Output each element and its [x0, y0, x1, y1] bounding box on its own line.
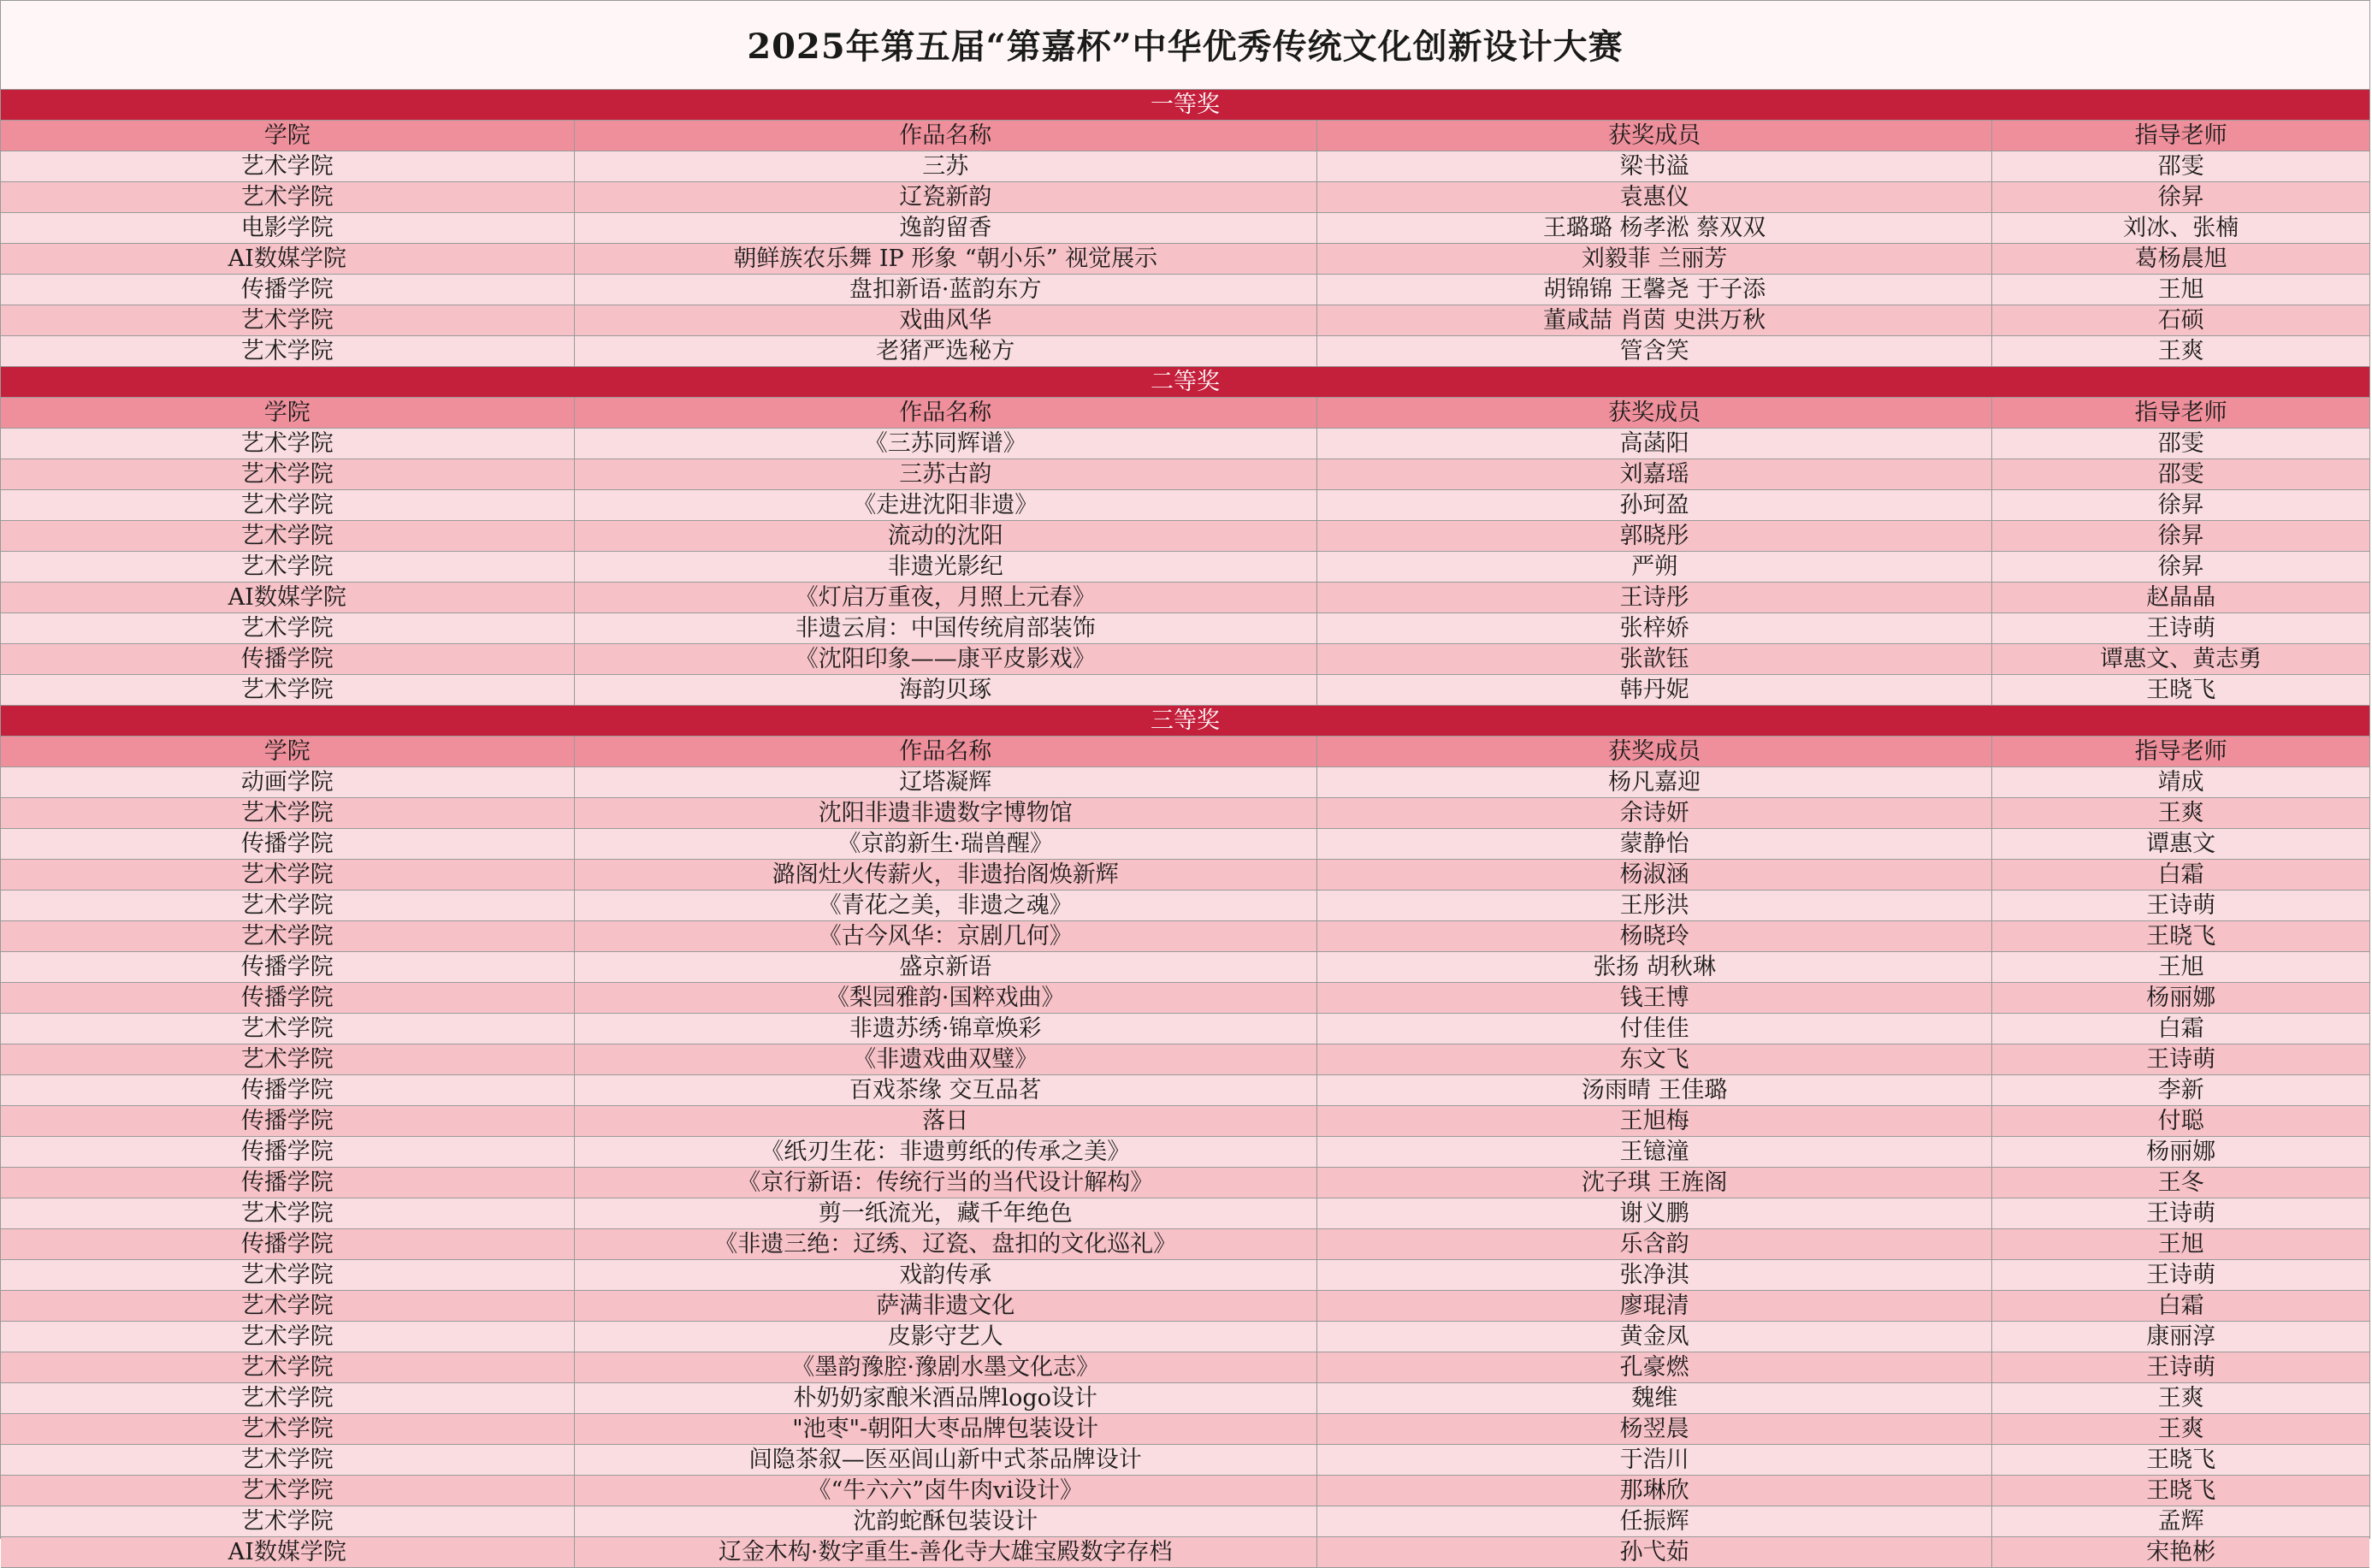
college-cell: 传播学院	[1, 1137, 575, 1167]
members-cell: 高菡阳	[1317, 429, 1992, 459]
work-title-cell: 萨满非遗文化	[575, 1291, 1317, 1321]
college-cell: 艺术学院	[1, 151, 575, 181]
members-cell: 那琳欣	[1317, 1476, 1992, 1506]
work-title-cell: 朝鲜族农乐舞 IP 形象 “朝小乐” 视觉展示	[575, 244, 1317, 274]
table-row	[1, 1383, 2369, 1414]
work-title-cell: 盛京新语	[575, 952, 1317, 982]
table-row	[1, 1291, 2369, 1322]
work-title-cell: 《京韵新生·瑞兽醒》	[575, 829, 1317, 859]
college-cell: 艺术学院	[1, 1291, 575, 1321]
work-title-cell: 三苏古韵	[575, 459, 1317, 489]
members-cell: 王旭梅	[1317, 1106, 1992, 1136]
members-cell: 孙弋茹	[1317, 1537, 1992, 1567]
college-cell: 艺术学院	[1, 613, 575, 643]
advisor-cell: 王爽	[2157, 338, 2204, 364]
members-cell: 严朔	[1317, 552, 1992, 582]
table-row	[1, 182, 2369, 213]
work-title-cell: 《沈阳印象——康平皮影戏》	[575, 644, 1317, 674]
work-title-cell: 《纸刃生花：非遗剪纸的传承之美》	[575, 1137, 1317, 1167]
table-row	[1, 1260, 2369, 1291]
college-cell: 电影学院	[1, 213, 575, 243]
work-title-cell: 闾隐茶叙—医巫闾山新中式茶品牌设计	[575, 1445, 1317, 1475]
column-header-college: 学院	[1, 121, 575, 151]
table-row	[1, 921, 2369, 952]
college-cell: 传播学院	[1, 829, 575, 859]
work-title-cell: 非遗苏绣·锦章焕彩	[575, 1014, 1317, 1044]
table-row	[1, 459, 2369, 490]
table-row	[1, 1414, 2369, 1445]
column-header-work-title: 作品名称	[575, 737, 1317, 766]
table-row	[1, 336, 2369, 367]
members-cell: 张扬 胡秋琳	[1317, 952, 1992, 982]
members-cell: 孙珂盈	[1317, 490, 1992, 520]
members-cell: 魏维	[1317, 1383, 1992, 1413]
advisor-cell: 王诗萌	[2146, 1354, 2216, 1381]
members-cell: 蒙静怡	[1317, 829, 1992, 859]
college-cell: 艺术学院	[1, 459, 575, 489]
work-title-cell: 落日	[575, 1106, 1317, 1136]
college-cell: 艺术学院	[1, 429, 575, 459]
advisor-cell: 王诗萌	[2146, 892, 2216, 919]
members-cell: 张净淇	[1317, 1260, 1992, 1290]
work-title-cell: 《非遗戏曲双璧》	[575, 1044, 1317, 1074]
members-cell: 王镱潼	[1317, 1137, 1992, 1167]
members-cell: 谢义鹏	[1317, 1198, 1992, 1228]
advisor-cell: 王诗萌	[2146, 1200, 2216, 1227]
members-cell: 于浩川	[1317, 1445, 1992, 1475]
table-row	[1, 860, 2369, 891]
college-cell: 传播学院	[1, 983, 575, 1013]
column-header-advisor: 指导老师	[2134, 399, 2227, 426]
table-row	[1, 1229, 2369, 1260]
college-cell: AI数媒学院	[1, 583, 575, 612]
table-row	[1, 675, 2369, 706]
award-tier-banner: 三等奖	[1, 706, 2369, 737]
table-row	[1, 1044, 2369, 1075]
table-row	[1, 151, 2369, 182]
column-header-work-title: 作品名称	[575, 398, 1317, 428]
members-cell: 任振辉	[1317, 1506, 1992, 1536]
table-row	[1, 983, 2369, 1014]
table-row	[1, 613, 2369, 644]
advisor-cell: 葛杨晨旭	[2134, 246, 2227, 272]
college-cell: 艺术学院	[1, 490, 575, 520]
table-row	[1, 429, 2369, 459]
advisor-cell: 邵雯	[2157, 153, 2204, 180]
college-cell: 艺术学院	[1, 552, 575, 582]
members-cell: 梁书溢	[1317, 151, 1992, 181]
advisor-cell: 徐昇	[2157, 553, 2204, 580]
advisor-cell: 孟辉	[2157, 1508, 2204, 1535]
college-cell: 艺术学院	[1, 1044, 575, 1074]
work-title-cell: 非遗云肩：中国传统肩部装饰	[575, 613, 1317, 643]
advisor-cell: 徐昇	[2157, 492, 2204, 518]
table-row	[1, 1506, 2369, 1537]
members-cell: 杨淑涵	[1317, 860, 1992, 890]
college-cell: 艺术学院	[1, 1260, 575, 1290]
college-cell: 艺术学院	[1, 1198, 575, 1228]
column-header-college: 学院	[1, 398, 575, 428]
table-row	[1, 952, 2369, 983]
work-title-cell: 盘扣新语·蓝韵东方	[575, 275, 1317, 305]
members-cell: 胡锦锦 王馨尧 于子添	[1317, 275, 1992, 305]
members-cell: 钱王博	[1317, 983, 1992, 1013]
advisor-cell: 付聪	[2157, 1108, 2204, 1134]
table-row	[1, 275, 2369, 305]
table-row	[1, 767, 2369, 798]
college-cell: 传播学院	[1, 1075, 575, 1105]
table-row	[1, 891, 2369, 921]
members-cell: 付佳佳	[1317, 1014, 1992, 1044]
table-row	[1, 1014, 2369, 1044]
advisor-cell: 杨丽娜	[2146, 985, 2216, 1011]
page-title: 2025年第五届“第嘉杯”中华优秀传统文化创新设计大赛	[1, 0, 2369, 90]
awards-table	[1, 90, 2369, 1568]
table-row	[1, 1352, 2369, 1383]
members-cell: 东文飞	[1317, 1044, 1992, 1074]
work-title-cell: "池枣"-朝阳大枣品牌包装设计	[575, 1414, 1317, 1444]
advisor-cell: 王晓飞	[2146, 1477, 2216, 1504]
college-cell: 动画学院	[1, 767, 575, 797]
advisor-cell: 王爽	[2157, 1385, 2204, 1411]
work-title-cell: 老猪严选秘方	[575, 336, 1317, 366]
table-row	[1, 521, 2369, 552]
advisor-cell: 康丽淳	[2146, 1323, 2216, 1350]
table-row	[1, 305, 2369, 336]
college-cell: 艺术学院	[1, 182, 575, 212]
work-title-cell: 海韵贝琢	[575, 675, 1317, 705]
college-cell: 艺术学院	[1, 675, 575, 705]
work-title-cell: 潞阁灶火传薪火，非遗抬阁焕新辉	[575, 860, 1317, 890]
college-cell: 艺术学院	[1, 521, 575, 551]
work-title-cell: 《古今风华：京剧几何》	[575, 921, 1317, 951]
advisor-cell: 邵雯	[2157, 461, 2204, 488]
work-title-cell: 沈韵蛇酥包装设计	[575, 1506, 1317, 1536]
college-cell: 艺术学院	[1, 1383, 575, 1413]
column-header-advisor: 指导老师	[2134, 122, 2227, 149]
advisor-cell: 宋艳彬	[2146, 1539, 2216, 1565]
work-title-cell: 《走进沈阳非遗》	[575, 490, 1317, 520]
college-cell: 艺术学院	[1, 305, 575, 335]
advisor-cell: 白霜	[2157, 1293, 2204, 1319]
members-cell: 汤雨晴 王佳璐	[1317, 1075, 1992, 1105]
advisor-cell: 李新	[2157, 1077, 2204, 1104]
column-header-work-title: 作品名称	[575, 121, 1317, 151]
table-row	[1, 1137, 2369, 1168]
members-cell: 刘毅菲 兰丽芳	[1317, 244, 1992, 274]
work-title-cell: 辽塔凝辉	[575, 767, 1317, 797]
table-row	[1, 1445, 2369, 1476]
table-row	[1, 490, 2369, 521]
work-title-cell: 皮影守艺人	[575, 1322, 1317, 1352]
table-header-row	[1, 398, 2369, 429]
work-title-cell: 辽金木构·数字重生-善化寺大雄宝殿数字存档	[575, 1537, 1317, 1567]
college-cell: 传播学院	[1, 275, 575, 305]
column-header-advisor: 指导老师	[2134, 738, 2227, 765]
college-cell: 艺术学院	[1, 891, 575, 920]
table-header-row	[1, 737, 2369, 767]
advisor-cell: 王诗萌	[2146, 615, 2216, 642]
table-row	[1, 644, 2369, 675]
advisor-cell: 王晓飞	[2146, 923, 2216, 950]
table-row	[1, 583, 2369, 613]
table-row	[1, 1168, 2369, 1198]
college-cell: 艺术学院	[1, 1322, 575, 1352]
college-cell: 艺术学院	[1, 860, 575, 890]
work-title-cell: 辽瓷新韵	[575, 182, 1317, 212]
advisor-cell: 徐昇	[2157, 184, 2204, 210]
advisor-cell: 谭惠文、黄志勇	[2100, 646, 2263, 672]
column-header-members: 获奖成员	[1317, 398, 1992, 428]
college-cell: 艺术学院	[1, 336, 575, 366]
work-title-cell: 《“牛六六”卤牛肉vi设计》	[575, 1476, 1317, 1506]
advisor-cell: 徐昇	[2157, 523, 2204, 549]
members-cell: 王彤洪	[1317, 891, 1992, 920]
advisor-cell: 石硕	[2157, 307, 2204, 334]
award-tier-banner: 一等奖	[1, 90, 2369, 121]
college-cell: 传播学院	[1, 952, 575, 982]
work-title-cell: 剪一纸流光，藏千年绝色	[575, 1198, 1317, 1228]
work-title-cell: 朴奶奶家酿米酒品牌logo设计	[575, 1383, 1317, 1413]
table-row	[1, 1075, 2369, 1106]
members-cell: 孔豪燃	[1317, 1352, 1992, 1382]
work-title-cell: 戏韵传承	[575, 1260, 1317, 1290]
table-row	[1, 1198, 2369, 1229]
advisor-cell: 刘冰、张楠	[2123, 215, 2239, 241]
work-title-cell: 戏曲风华	[575, 305, 1317, 335]
advisor-cell: 王爽	[2157, 1416, 2204, 1442]
college-cell: 传播学院	[1, 1106, 575, 1136]
work-title-cell: 非遗光影纪	[575, 552, 1317, 582]
college-cell: 传播学院	[1, 1168, 575, 1198]
advisor-cell: 杨丽娜	[2146, 1139, 2216, 1165]
table-row	[1, 1322, 2369, 1352]
advisor-cell: 靖成	[2157, 769, 2204, 796]
members-cell: 王诗彤	[1317, 583, 1992, 612]
members-cell: 黄金凤	[1317, 1322, 1992, 1352]
college-cell: 艺术学院	[1, 1352, 575, 1382]
members-cell: 余诗妍	[1317, 798, 1992, 828]
table-row	[1, 213, 2369, 244]
members-cell: 韩丹妮	[1317, 675, 1992, 705]
members-cell: 刘嘉瑶	[1317, 459, 1992, 489]
members-cell: 乐含韵	[1317, 1229, 1992, 1259]
table-header-row	[1, 121, 2369, 151]
work-title-cell: 百戏茶缘 交互品茗	[575, 1075, 1317, 1105]
table-row	[1, 829, 2369, 860]
work-title-cell: 流动的沈阳	[575, 521, 1317, 551]
college-cell: 传播学院	[1, 1229, 575, 1259]
college-cell: 艺术学院	[1, 1414, 575, 1444]
advisor-cell: 王晓飞	[2146, 677, 2216, 703]
members-cell: 王璐璐 杨孝淞 蔡双双	[1317, 213, 1992, 243]
advisor-cell: 王晓飞	[2146, 1447, 2216, 1473]
table-row	[1, 1537, 2369, 1568]
work-title-cell: 沈阳非遗非遗数字博物馆	[575, 798, 1317, 828]
advisor-cell: 王旭	[2157, 276, 2204, 303]
table-row	[1, 1476, 2369, 1506]
advisor-cell: 邵雯	[2157, 430, 2204, 457]
advisor-cell: 王旭	[2157, 954, 2204, 980]
work-title-cell: 《梨园雅韵·国粹戏曲》	[575, 983, 1317, 1013]
advisor-cell: 王诗萌	[2146, 1046, 2216, 1073]
advisor-cell: 王旭	[2157, 1231, 2204, 1257]
members-cell: 张梓娇	[1317, 613, 1992, 643]
members-cell: 杨凡嘉迎	[1317, 767, 1992, 797]
table-row	[1, 552, 2369, 583]
members-cell: 沈子琪 王旌阁	[1317, 1168, 1992, 1198]
college-cell: 艺术学院	[1, 921, 575, 951]
members-cell: 管含笑	[1317, 336, 1992, 366]
work-title-cell: 《非遗三绝：辽绣、辽瓷、盘扣的文化巡礼》	[575, 1229, 1317, 1259]
advisor-cell: 王诗萌	[2146, 1262, 2216, 1288]
members-cell: 袁惠仪	[1317, 182, 1992, 212]
college-cell: 艺术学院	[1, 1445, 575, 1475]
members-cell: 董咸喆 肖茵 史洪万秋	[1317, 305, 1992, 335]
column-header-members: 获奖成员	[1317, 121, 1992, 151]
award-tier-banner: 二等奖	[1, 367, 2369, 398]
advisor-cell: 赵晶晶	[2146, 584, 2216, 611]
advisor-cell: 白霜	[2157, 1015, 2204, 1042]
members-cell: 廖琨清	[1317, 1291, 1992, 1321]
college-cell: 艺术学院	[1, 1506, 575, 1536]
work-title-cell: 三苏	[575, 151, 1317, 181]
advisor-cell: 白霜	[2157, 861, 2204, 888]
college-cell: 艺术学院	[1, 1014, 575, 1044]
college-cell: AI数媒学院	[1, 1537, 575, 1567]
college-cell: 艺术学院	[1, 1476, 575, 1506]
work-title-cell: 逸韵留香	[575, 213, 1317, 243]
members-cell: 杨晓玲	[1317, 921, 1992, 951]
table-row	[1, 244, 2369, 275]
table-row	[1, 798, 2369, 829]
table-row	[1, 1106, 2369, 1137]
work-title-cell: 《灯启万重夜，月照上元春》	[575, 583, 1317, 612]
work-title-cell: 《墨韵豫腔·豫剧水墨文化志》	[575, 1352, 1317, 1382]
column-header-members: 获奖成员	[1317, 737, 1992, 766]
college-cell: 艺术学院	[1, 798, 575, 828]
work-title-cell: 《三苏同辉谱》	[575, 429, 1317, 459]
members-cell: 郭晓彤	[1317, 521, 1992, 551]
college-cell: 传播学院	[1, 644, 575, 674]
members-cell: 杨翌晨	[1317, 1414, 1992, 1444]
college-cell: AI数媒学院	[1, 244, 575, 274]
work-title-cell: 《京行新语：传统行当的当代设计解构》	[575, 1168, 1317, 1198]
work-title-cell: 《青花之美，非遗之魂》	[575, 891, 1317, 920]
advisor-cell: 王冬	[2157, 1169, 2204, 1196]
advisor-cell: 谭惠文	[2146, 831, 2216, 857]
advisor-cell: 王爽	[2157, 800, 2204, 826]
column-header-college: 学院	[1, 737, 575, 766]
members-cell: 张歆钰	[1317, 644, 1992, 674]
